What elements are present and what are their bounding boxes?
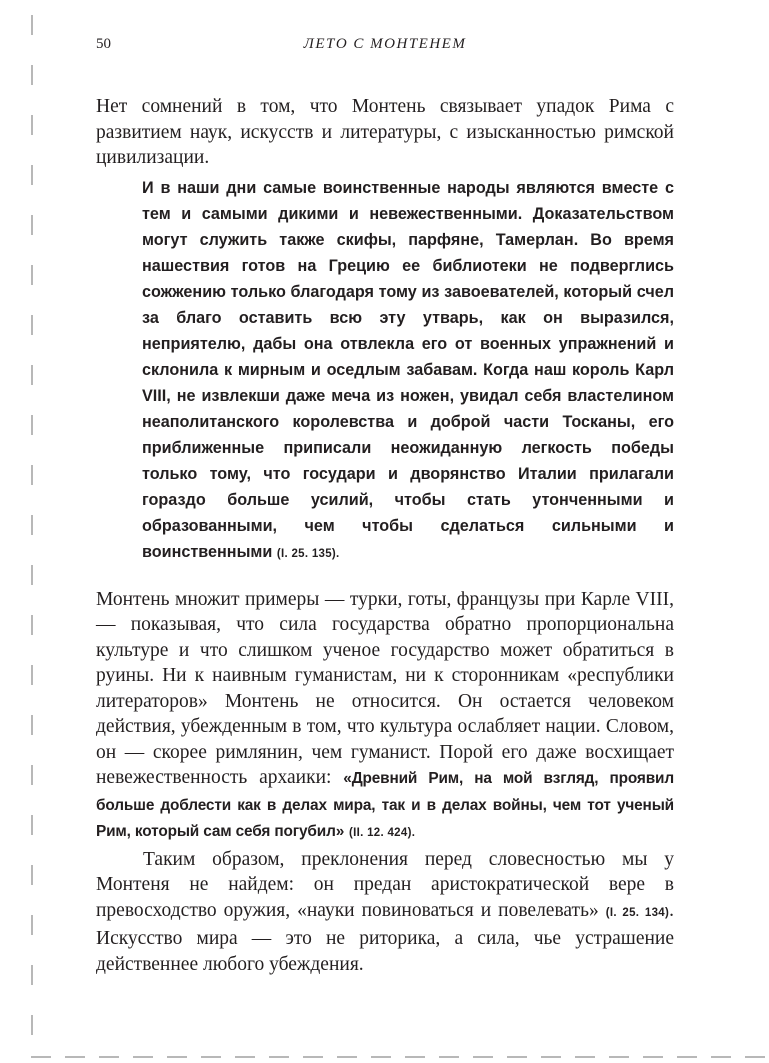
crop-mark-bottom — [31, 1056, 769, 1058]
paragraph-1: Нет сомнений в том, что Монтень связывает упадок Рима с развитием наук, искусств и литературы, с изысканностью римской цивилизации. — [96, 96, 674, 168]
paragraph-3-reference: (I. 25. 134) — [605, 906, 670, 919]
paragraph-2-text: Монтень множит примеры — турки, готы, французы при Карле VIII, — показывая, что сила государства обратно пропорциональна культуре и что слишком ученое государство может обратиться в руины. Ни к наивным гуманистам, ни к сторонникам «республики литераторов» Монтень не относится. Он остается человеком действия, убежденным в том, что культура ослабляет нации. Словом, он — скорее римлянин, чем гуманист. Порой его даже восхищает невежественность архаики: — [96, 588, 674, 788]
block-quote — [142, 175, 674, 567]
paragraph-3-text-before: Таким образом, преклонения перед словесностью мы у Монтеня не найдем: он предан аристократической вере в превосходство оружия, «науки повиноваться и повелевать» — [96, 848, 674, 921]
block-quote-reference: (I. 25. 135). — [276, 547, 340, 560]
inline-quote-reference: (II. 12. 424). — [349, 827, 416, 839]
page-number: 50 — [96, 36, 111, 52]
paragraph-3 — [96, 847, 674, 978]
page-body — [96, 94, 674, 977]
paragraph-3-text-after: . Искусство мира — это не риторика, а сила, чье устрашение действеннее любого убеждения. — [96, 899, 674, 975]
running-title: ЛЕТО С МОНТЕНЕМ — [303, 36, 467, 52]
paragraph-2 — [96, 587, 674, 847]
crop-mark-left — [31, 0, 33, 1063]
inline-quote: «Древний Рим, на мой взгляд, проявил больше доблести как в делах мира, так и в делах войны, чем тот ученый Рим, который сам себя погубил» — [96, 770, 674, 840]
block-quote-text: И в наши дни самые воинственные народы являются вместе с тем и самыми дикими и невежественными. Доказательством могут служить также скифы, парфяне, Тамерлан. Во время нашествия готов на Грецию ее библиотеки не подверглись сожжению только благодаря тому из завоевателей, который счел за благо оставить всю эту утварь, как он выразился, неприятелю, дабы она отвлекла его от военных упражнений и склонила к мирным и оседлым забавам. Когда наш король Карл VIII, не извлекши даже меча из ножен, увидал себя властелином неаполитанского королевства и доброй части Тосканы, его приближенные приписали неожиданную легкость победы только тому, что государи и дворянство Италии прилагали гораздо больше усилий, чтобы стать утонченными и образованными, чем чтобы сделаться сильными и воинственными — [142, 178, 674, 561]
page-header — [96, 34, 674, 58]
